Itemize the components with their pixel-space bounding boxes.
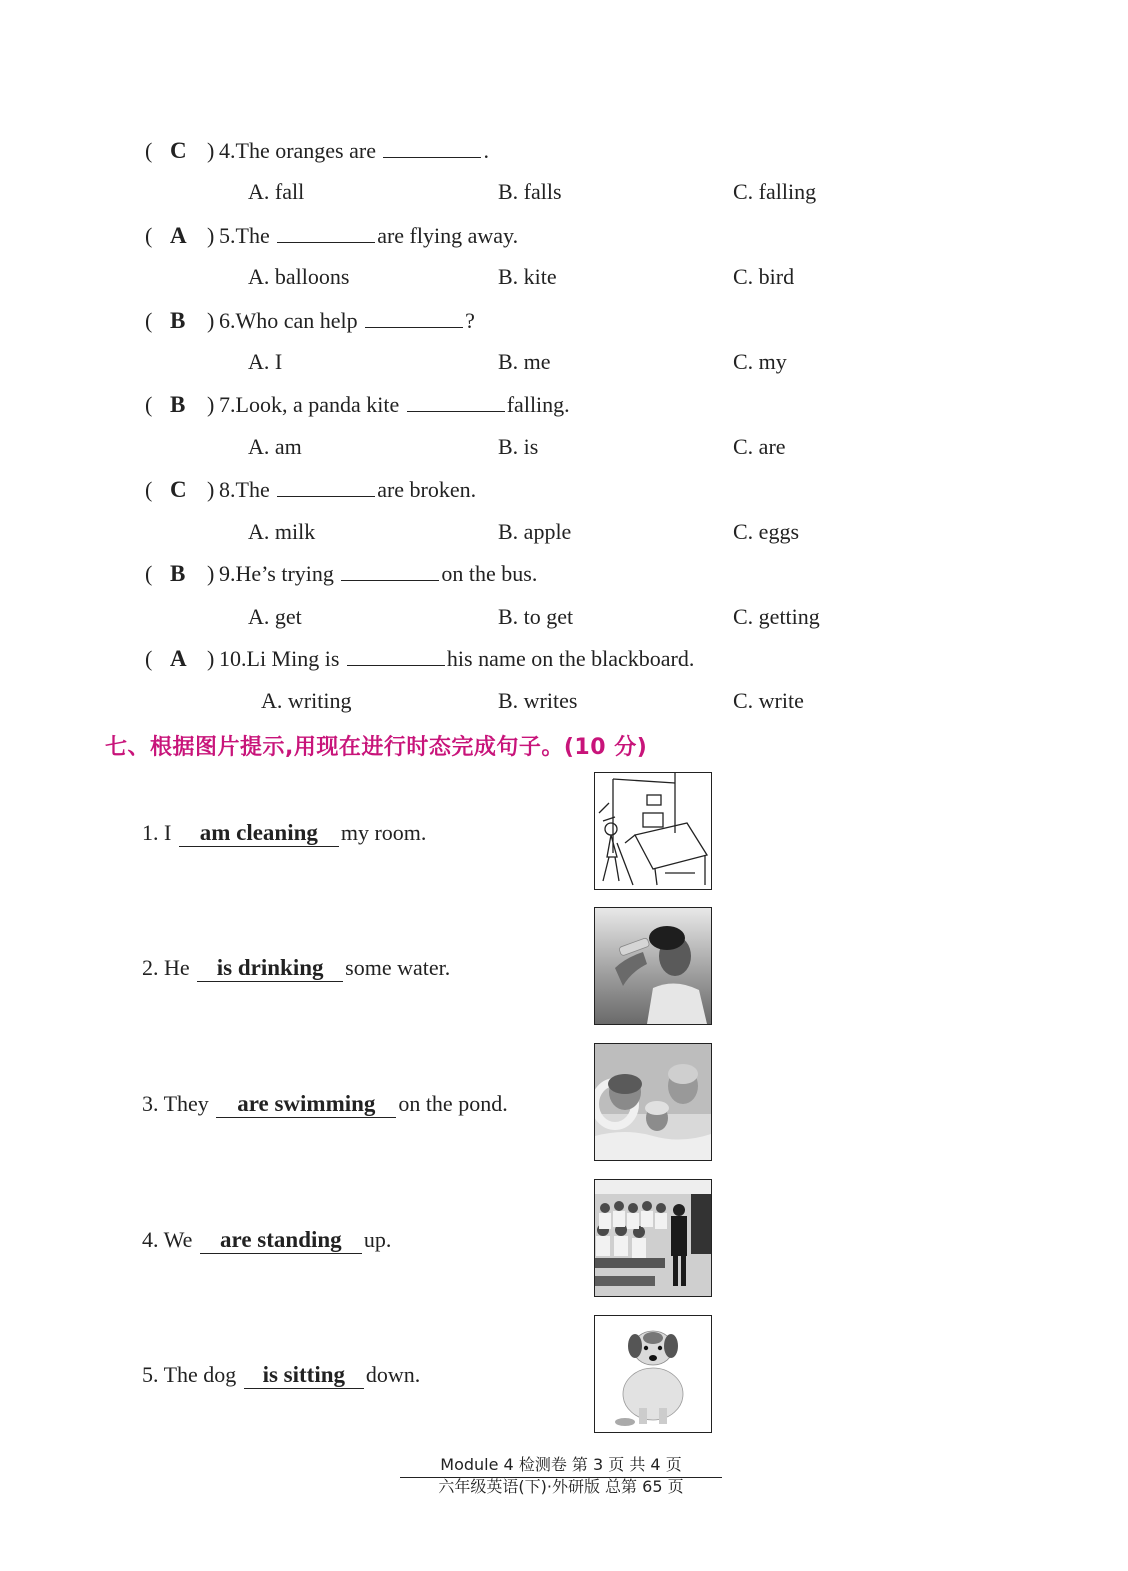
fill-tail: some water. [345,955,451,980]
answer-blank [277,476,375,497]
children-swimming-picture [594,1043,712,1161]
question-number: 4. [219,138,236,163]
question-6: ( B ) 6.Who can help ? [0,306,1128,336]
option-b: B. apple [498,519,572,544]
question-number: 9. [219,561,236,586]
fill-lead: 1. I [142,820,177,845]
answer-mark: A [170,646,187,671]
answer-mark: B [170,308,186,333]
question-9: ( B ) 9.He’s trying on the bus. [0,559,1128,589]
option-c: C. bird [733,264,795,289]
fill-lead: 2. He [142,955,196,980]
question-number: 5. [219,223,236,248]
option-b: B. me [498,349,551,374]
option-a: A. get [248,604,302,629]
option-a: A. am [248,434,302,459]
option-c: C. getting [733,604,820,629]
fill-item-5 [142,1358,420,1392]
fill-answer: is drinking [197,955,343,982]
fill-item-2 [142,951,450,985]
question-8: ( C ) 8.The are broken. [0,475,1128,505]
option-a: A. writing [261,688,352,713]
fill-tail: on the pond. [398,1091,508,1116]
answer-blank [407,391,505,412]
question-stem-end: ? [465,308,475,333]
question-stem: Li Ming is [246,646,345,671]
option-c: C. eggs [733,519,799,544]
question-4: ( C ) 4.The oranges are . [0,136,1128,166]
options-4 [0,177,1128,207]
question-stem-end: . [483,138,489,163]
options-10 [0,686,1128,716]
option-a: A. I [248,349,283,374]
option-b: B. is [498,434,539,459]
options-7 [0,432,1128,462]
option-a: A. balloons [248,264,350,289]
option-a: A. milk [248,519,316,544]
dog-sitting-picture [594,1315,712,1433]
footer-module-page: Module 4 检测卷 第 3 页 共 4 页 [400,1452,722,1478]
answer-blank [383,137,481,158]
fill-answer: are swimming [216,1091,396,1118]
question-number: 10. [219,646,247,671]
answer-mark: A [170,223,187,248]
section-7-title: 七、根据图片提示,用现在进行时态完成句子。(10 分) [105,735,648,760]
option-b: B. writes [498,688,578,713]
question-stem: Who can help [235,308,364,333]
question-stem-end: are flying away. [377,223,519,248]
fill-lead: 5. The dog [142,1362,242,1387]
fill-tail: down. [365,1362,421,1387]
question-stem: The oranges are [235,138,382,163]
girl-cleaning-room-picture [594,772,712,890]
answer-blank [341,560,439,581]
answer-blank [347,645,445,666]
option-c: C. are [733,434,786,459]
options-8 [0,517,1128,547]
option-c: C. write [733,688,804,713]
fill-item-1 [142,816,426,850]
footer-book-info: 六年级英语(下)·外研版 总第 65 页 [438,1477,684,1496]
boy-drinking-water-picture [594,907,712,1025]
fill-lead: 3. They [142,1091,215,1116]
answer-mark: B [170,561,186,586]
answer-blank [277,222,375,243]
fill-tail: up. [363,1227,392,1252]
answer-mark: B [170,392,186,417]
fill-item-3 [142,1087,508,1121]
question-stem: The [235,223,276,248]
fill-answer: are standing [200,1227,362,1254]
question-stem-end: his name on the blackboard. [446,646,695,671]
question-stem: The [235,477,276,502]
option-c: C. falling [733,179,817,204]
option-a: A. fall [248,179,305,204]
question-5: ( A ) 5.The are flying away. [0,221,1128,251]
question-stem-end: falling. [506,392,570,417]
question-7: ( B ) 7.Look, a panda kite falling. [0,390,1128,420]
question-number: 8. [219,477,236,502]
question-stem: Look, a panda kite [235,392,405,417]
answer-mark: C [170,477,187,502]
option-c: C. my [733,349,787,374]
options-5 [0,262,1128,292]
question-10: ( A ) 10.Li Ming is his name on the blackboard. [0,644,1128,674]
question-number: 6. [219,308,236,333]
answer-mark: C [170,138,187,163]
fill-answer: is sitting [244,1362,364,1389]
answer-blank [365,307,463,328]
fill-lead: 4. We [142,1227,198,1252]
fill-item-4 [142,1223,391,1257]
options-6 [0,347,1128,377]
question-stem-end: on the bus. [441,561,538,586]
question-stem: He’s trying [235,561,340,586]
fill-tail: my room. [340,820,427,845]
question-number: 7. [219,392,236,417]
fill-answer: am cleaning [179,820,339,847]
students-standing-classroom-picture [594,1179,712,1297]
option-b: B. to get [498,604,574,629]
question-stem-end: are broken. [377,477,477,502]
option-b: B. falls [498,179,562,204]
option-b: B. kite [498,264,557,289]
options-9 [0,602,1128,632]
